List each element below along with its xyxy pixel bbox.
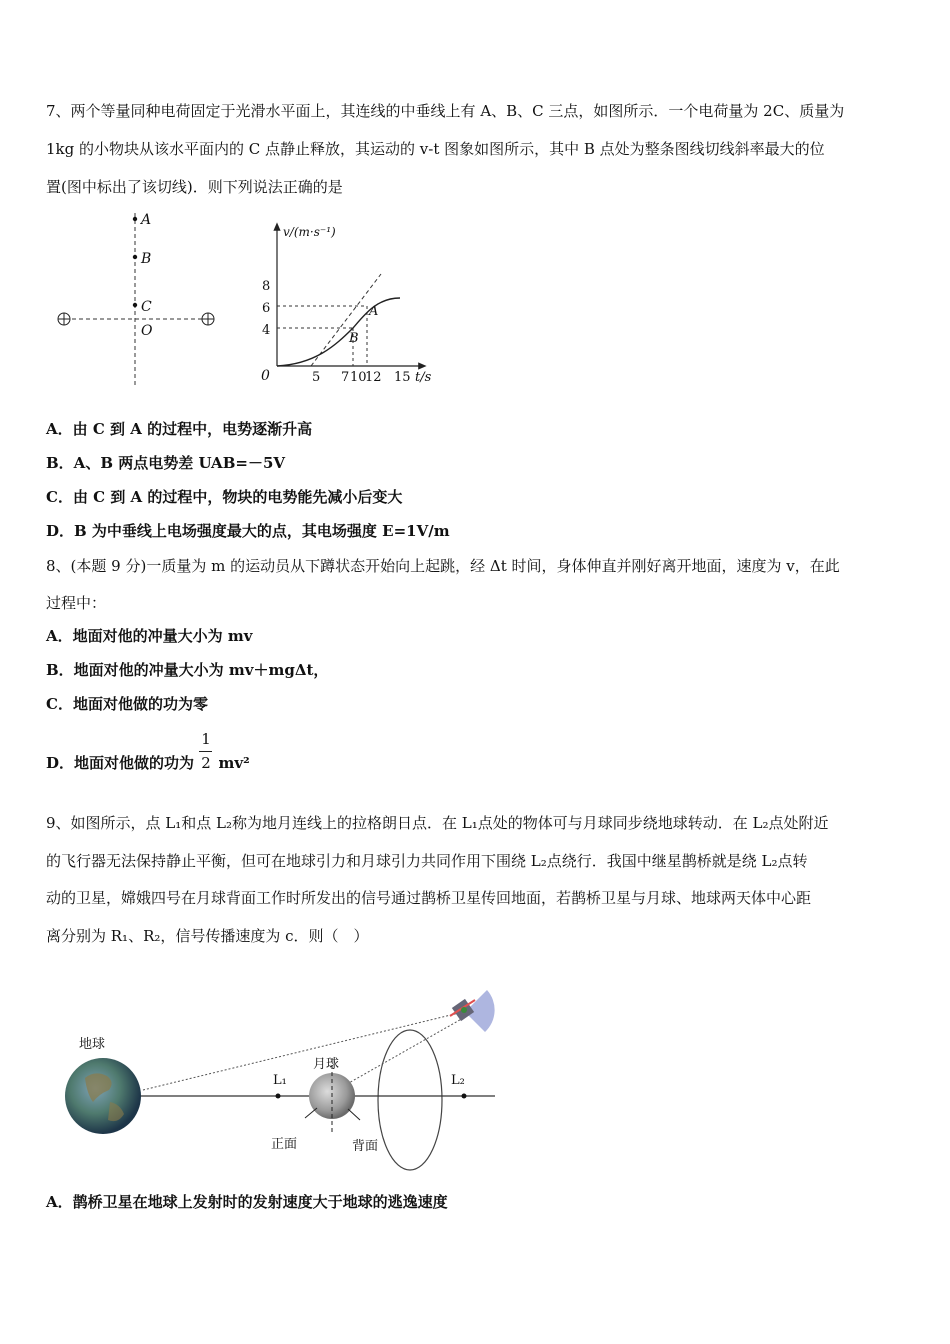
q8-option-d[interactable]	[46, 730, 250, 773]
point-c	[133, 303, 137, 307]
fraction-bar	[199, 751, 212, 752]
q7-line-2: 1kg 的小物块从该水平面内的 C 点静止释放，其运动的 v-t 图象如图所示，其中 B 点处为整条图线切线斜率最大的位	[46, 140, 825, 158]
point-a	[133, 217, 137, 221]
label-o: O	[141, 323, 153, 339]
fraction-numerator: 1	[201, 730, 211, 748]
vt-curve	[277, 298, 400, 366]
x-tick-15: 15	[394, 370, 411, 385]
label-a: A	[141, 212, 152, 228]
earth-moon-figure	[55, 982, 505, 1172]
q8-option-a[interactable]: A．地面对他的冲量大小为 mv	[46, 627, 253, 645]
moon-label: 月球	[313, 1057, 340, 1072]
back-pointer	[348, 1109, 360, 1120]
l1-point	[276, 1094, 281, 1099]
y-axis-label: v/(m·s⁻¹)	[283, 225, 336, 239]
label-c: C	[141, 299, 152, 315]
back-label: 背面	[352, 1139, 379, 1154]
q7-option-a[interactable]: A．由 C 到 A 的过程中，电势逐渐升高	[46, 420, 313, 438]
front-pointer	[305, 1108, 317, 1118]
x-tick-12: 12	[365, 370, 382, 385]
y-tick-8: 8	[262, 279, 271, 294]
curve-point-a: A	[369, 304, 379, 319]
label-b: B	[141, 251, 152, 267]
x-tick-10: 10	[350, 370, 367, 385]
origin-label: 0	[261, 368, 270, 384]
q9-option-a[interactable]: A．鹊桥卫星在地球上发射时的发射速度大于地球的逃逸速度	[46, 1193, 448, 1211]
l2-point	[462, 1094, 467, 1099]
relay-satellite-icon	[450, 990, 495, 1032]
y-tick-6: 6	[262, 301, 271, 316]
curve-point-b: B	[349, 331, 359, 346]
front-label: 正面	[271, 1137, 298, 1152]
signal-from-moon	[340, 1017, 465, 1088]
q9-line-4: 离分别为 R₁、R₂，信号传播速度为 c．则（ ）	[46, 927, 369, 945]
halo-orbit	[378, 1030, 442, 1170]
q8-option-d-prefix: D．地面对他做的功为	[46, 754, 195, 772]
point-b	[133, 255, 137, 259]
q7-option-c[interactable]: C．由 C 到 A 的过程中，物块的电势能先减小后变大	[46, 488, 403, 506]
charge-left	[58, 313, 70, 325]
signal-to-earth	[143, 1012, 463, 1090]
q8-line-1: 8、(本题 9 分)一质量为 m 的运动员从下蹲状态开始向上起跳，经 Δt 时间，身体伸直并刚好离开地面，速度为 v，在此	[46, 557, 840, 575]
q9-line-3: 动的卫星，嫦娥四号在月球背面工作时所发出的信号通过鹊桥卫星传回地面，若鹊桥卫星与月球、地球两天体中心距	[46, 889, 812, 907]
q8-option-c[interactable]: C．地面对他做的功为零	[46, 695, 208, 713]
y-tick-4: 4	[262, 323, 271, 338]
x-tick-5: 5	[312, 370, 321, 385]
q7-line-3: 置(图中标出了该切线)．则下列说法正确的是	[46, 178, 343, 196]
charges-figure	[50, 205, 225, 390]
charge-right	[202, 313, 214, 325]
x-axis-label: t/s	[415, 370, 432, 385]
q8-option-d-suffix: mv²	[218, 754, 250, 772]
q7-option-b[interactable]: B．A、B 两点电势差 UAB=－5V	[46, 454, 286, 472]
fraction-denominator: 2	[201, 754, 211, 772]
q9-line-1: 9、如图所示，点 L₁和点 L₂称为地月连线上的拉格朗日点．在 L₁点处的物体可与月球同步绕地球转动．在 L₂点处附近	[46, 814, 829, 832]
fraction-one-half	[199, 730, 213, 773]
x-tick-7: 7	[341, 370, 350, 385]
earth-globe	[65, 1058, 141, 1134]
l2-label: L₂	[451, 1073, 465, 1088]
q7-line-1: 7、两个等量同种电荷固定于光滑水平面上，其连线的中垂线上有 A、B、C 三点，如图所示．一个电荷量为 2C、质量为	[46, 102, 845, 120]
tangent-line	[311, 274, 381, 366]
q8-option-b[interactable]: B．地面对他的冲量大小为 mv＋mgΔt，	[46, 661, 329, 679]
q9-line-2: 的飞行器无法保持静止平衡，但可在地球引力和月球引力共同作用下围绕 L₂点绕行．我国中继星鹊桥就是绕 L₂点转	[46, 852, 808, 870]
l1-label: L₁	[273, 1073, 287, 1088]
earth-label: 地球	[79, 1037, 106, 1052]
q8-line-2: 过程中：	[46, 594, 107, 612]
q7-option-d[interactable]: D．B 为中垂线上电场强度最大的点，其电场强度 E=1V/m	[46, 522, 450, 540]
vt-graph	[255, 218, 440, 388]
